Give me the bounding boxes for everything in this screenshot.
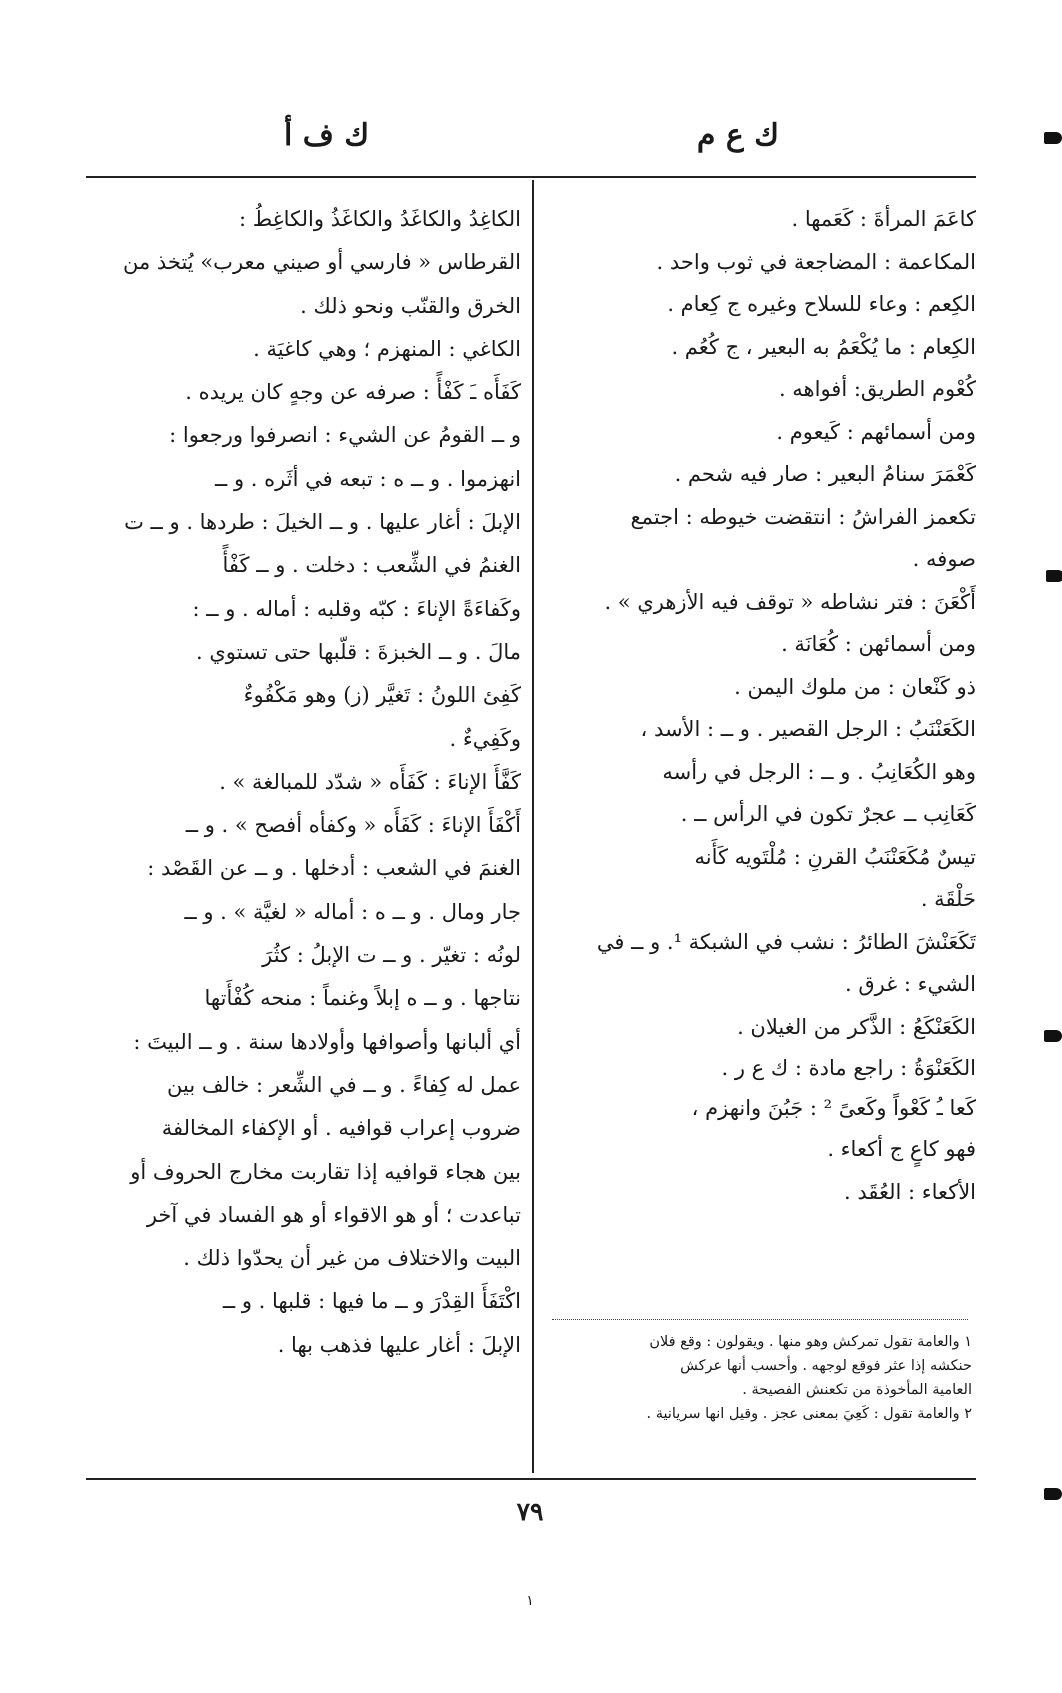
entry-line: أي ألبانها وأصوافها وأولادها سنة . و ــ البيتَ : bbox=[133, 1029, 521, 1054]
entry-line: تَكَعَنْشَ الطائرُ : نشب في الشبكة ¹. و ــ في bbox=[596, 929, 976, 954]
entry-line: نتاجها . و ــ ه إبلاً وغنماً : منحه كُفْأَتها bbox=[204, 986, 521, 1011]
entry-line: وكَفاءَةً الإناءَ : كبّه وقلبه : أماله . و ــ : bbox=[192, 596, 521, 621]
entry-line: و ــ القومُ عن الشيء : انصرفوا ورجعوا : bbox=[169, 423, 521, 448]
entry-line: الكَعَنْنَبُ : الرجل القصير . و ــ : الأسد ، bbox=[640, 717, 976, 741]
running-head-right: ك ع م bbox=[696, 118, 779, 153]
column-divider bbox=[532, 180, 534, 1473]
entry-line: كاعَمَ المرأةَ : كَعَمها . bbox=[791, 207, 976, 231]
entry-line: وهو الكُعَانِبُ . و ــ : الرجل في رأسه bbox=[662, 759, 976, 784]
entry-line: كَفَّأَ الإناءَ : كَفَأَه « شدّد للمبالغة » . bbox=[219, 769, 521, 794]
running-head-left: ك ف أ bbox=[284, 118, 370, 153]
footnotes bbox=[548, 1330, 972, 1426]
footnote-line: حنكشه إذا عثر فوقع لوجهه . وأحسب أنها عركش bbox=[680, 1358, 972, 1374]
signature-mark: ١ bbox=[526, 1593, 534, 1609]
footnote-line: ١ والعامة تقول تمركش وهو منها . ويقولون : وقع فلان bbox=[649, 1334, 972, 1350]
entry-line: جار ومال . و ــ ه : أماله « لغيَّة » . و ــ bbox=[184, 899, 521, 924]
entry-line: ومن أسمائهم : كَيعوم . bbox=[776, 419, 976, 444]
entry-line: ضروب إعراب قوافيه . أو الإكفاء المخالفة bbox=[161, 1116, 521, 1141]
entry-line: تيسٌ مُكَعَنْنَبُ القرنِ : مُلْتَويه كَأَنه bbox=[694, 844, 976, 869]
entry-line: عمل له كِفاءً . و ــ في الشِّعر : خالف بين bbox=[167, 1072, 521, 1097]
entry-line: الأكعاء : العُقَد . bbox=[844, 1180, 976, 1204]
entry-line: الشيء : غرق . bbox=[845, 972, 976, 996]
right-column bbox=[543, 198, 976, 1214]
entry-line: كَعْمَرَ سنامُ البعير : صار فيه شحم . bbox=[674, 462, 976, 486]
entry-line: اكْتَفَأَ القِدْرَ و ــ ما فيها : قلبها . و ــ bbox=[222, 1289, 521, 1314]
entry-line: أَكْعَنَ : فتر نشاطه « توقف فيه الأزهري » . bbox=[604, 589, 976, 614]
footnote-line: العامية المأخوذة من تكعنش الفصيحة . bbox=[742, 1382, 972, 1398]
entry-line: المكاعمة : المضاجعة في ثوب واحد . bbox=[656, 249, 976, 274]
scan-edge-mark bbox=[1044, 1488, 1062, 1500]
page-number: ٧٩ bbox=[516, 1497, 544, 1526]
entry-line: تباعدت ؛ أو هو الاقواء أو هو الفساد في آخر bbox=[146, 1202, 521, 1227]
entry-line: الخرق والقنّب ونحو ذلك . bbox=[300, 293, 521, 318]
entry-line: لونُه : تغيّر . و ــ ت الإبلُ : كثُرَ bbox=[262, 943, 521, 968]
entry-line: فهو كاعٍ ج أكعاء . bbox=[827, 1137, 976, 1161]
entry-line: الإبلَ : أغار عليها فذهب بها . bbox=[277, 1332, 521, 1357]
entry-line: ومن أسمائهن : كُعَانَة . bbox=[781, 632, 976, 656]
entry-line: مالَ . و ــ الخبزةَ : قلّبها حتى تستوي . bbox=[196, 639, 521, 664]
entry-line: كَفِئ اللونُ : تَغيَّر (ز) وهو مَكْفُوءٌ bbox=[243, 683, 521, 708]
entry-line: الكَعَنْكَعُ : الذَّكر من الغيلان . bbox=[737, 1014, 976, 1039]
entry-line: انهزموا . و ــ ه : تبعه في أثَره . و ــ bbox=[214, 466, 521, 491]
entry-line: كَعَانِب ــ عجرٌ تكون في الرأس ــ . bbox=[680, 802, 976, 826]
entry-line: الكِعم : وعاء للسلاح وغيره ج كِعام . bbox=[667, 292, 976, 316]
entry-line: وكَفِيءٌ . bbox=[449, 726, 521, 751]
footnote-line: ٢ والعامة تقول : كَعِيَ بمعنى عجز . وقيل انها سريانية . bbox=[646, 1406, 972, 1422]
footnote-separator bbox=[552, 1319, 968, 1320]
left-column bbox=[86, 198, 521, 1367]
entry-line: صوفه . bbox=[912, 547, 976, 571]
scan-edge-mark bbox=[1044, 132, 1062, 144]
entry-line: القرطاس « فارسي أو صيني معرب» يُتخذ من bbox=[122, 250, 521, 275]
entry-line: الكاغي : المنهزم ؛ وهي كاغيَة . bbox=[253, 336, 521, 361]
header-rule bbox=[86, 176, 976, 178]
scan-edge-mark bbox=[1044, 1030, 1062, 1042]
entry-line: الكَعَنْوَةُ : راجع مادة : ك ع ر . bbox=[721, 1056, 976, 1080]
entry-line: كَعا ـُ كَعْواً وكَعىً ² : جَبُنَ وانهزم ، bbox=[691, 1096, 976, 1120]
scan-edge-mark bbox=[1046, 570, 1062, 582]
entry-line: كَفَأَه ـَ كَفْأً : صرفه عن وجهٍ كان يريده . bbox=[185, 380, 521, 405]
entry-line: الغنمَ في الشعب : أدخلها . و ــ عن القَصْد : bbox=[147, 856, 521, 881]
entry-line: حَلْقَة . bbox=[920, 887, 976, 911]
entry-line: كُعْوم الطريق: أفواهه . bbox=[778, 377, 976, 401]
entry-line: تكعمز الفراشُ : انتقضت خيوطه : اجتمع bbox=[630, 504, 976, 529]
entry-line: أَكْفَأَ الإناءَ : كَفَأَه « وكفأه أفصح » . و ــ bbox=[185, 813, 521, 838]
entry-line: الغنمُ في الشِّعب : دخلت . و ــ كَفْأً bbox=[222, 553, 521, 578]
entry-line: الكِعام : ما يُكْعَمُ به البعير ، ج كُعُم . bbox=[671, 334, 976, 359]
entry-line: الإبلَ : أغار عليها . و ــ الخيلَ : طردها . و ــ ت bbox=[124, 510, 521, 535]
entry-line: بين هجاء قوافيه إذا تقاربت مخارج الحروف أو bbox=[130, 1159, 521, 1184]
footer-rule bbox=[86, 1478, 976, 1480]
entry-line: الكاغِدُ والكاغَدُ والكاغَذُ والكاغِطُ : bbox=[238, 207, 521, 231]
entry-line: ذو كَنْعان : من ملوك اليمن . bbox=[734, 674, 976, 699]
entry-line: البيت والاختلاف من غير أن يحدّوا ذلك . bbox=[183, 1246, 521, 1271]
